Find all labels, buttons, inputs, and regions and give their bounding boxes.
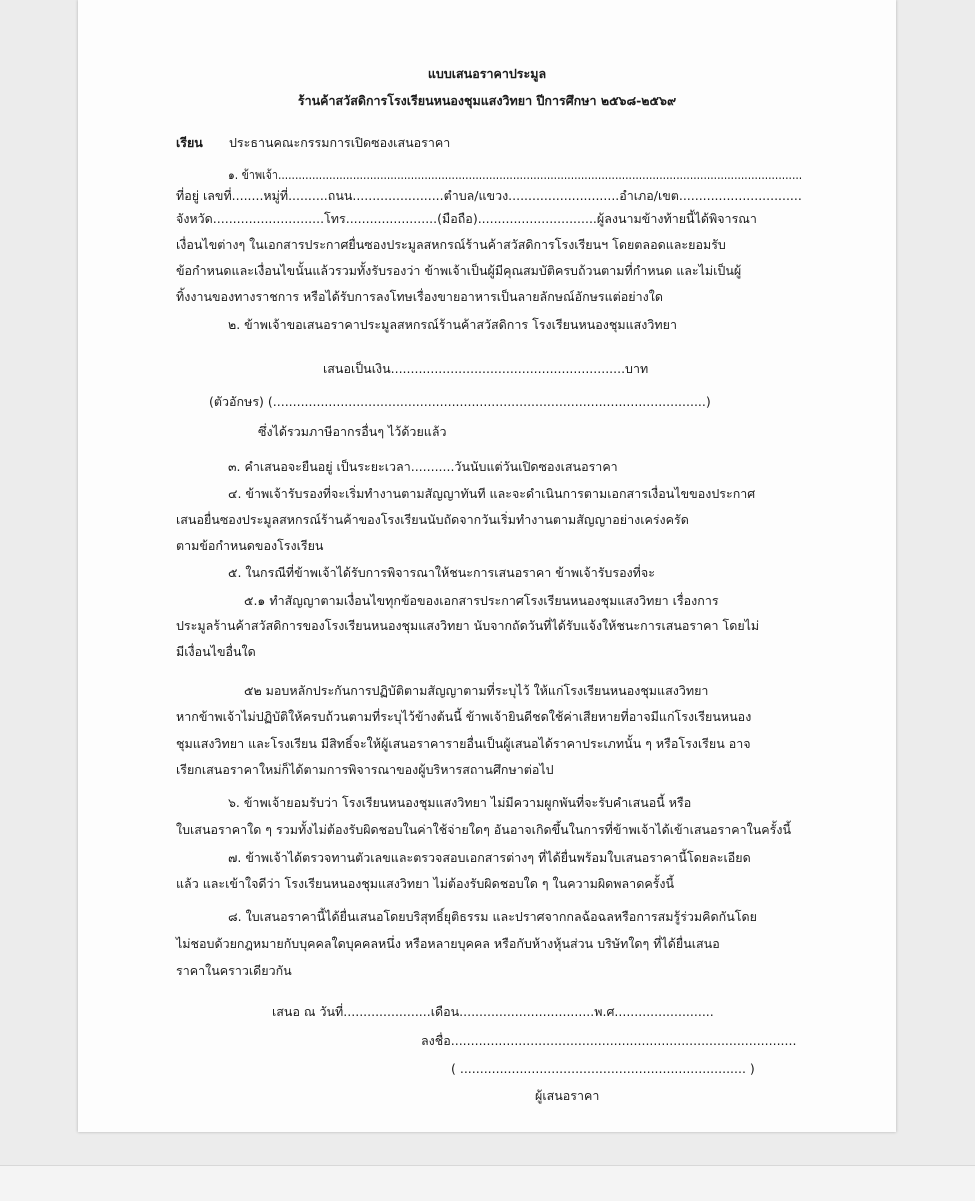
tax-included-line: ซึ่งได้รวมภาษีอากรอื่นๆ ไว้ด้วยแล้ว: [258, 424, 447, 439]
item-4-line: ๔. ข้าพเจ้ารับรองที่จะเริ่มทำงานตามสัญญาทันที และจะดำเนินการตามเอกสารเงื่อนไขของประกาศ: [228, 486, 756, 501]
item-3-line: ๓. คำเสนอจะยืนอยู่ เป็นระยะเวลา...........วันนับแต่วันเปิดซองเสนอราคา: [228, 459, 618, 474]
salutation-recipient: ประธานคณะกรรมการเปิดซองเสนอราคา: [229, 135, 451, 150]
item-5-2-line: ๕๒ มอบหลักประกันการปฏิบัติตามสัญญาตามที่ระบุไว้ ให้แก่โรงเรียนหนองชุมแสงวิทยา: [244, 683, 709, 698]
item-5-line: ๕. ในกรณีที่ข้าพเจ้าได้รับการพิจารณาให้ชนะการเสนอราคา ข้าพเจ้ารับรองที่จะ: [228, 565, 655, 580]
form-title: แบบเสนอราคาประมูล: [427, 66, 547, 81]
item-6-line: ๖. ข้าพเจ้ายอมรับว่า โรงเรียนหนองชุมแสงวิทยา ไม่มีความผูกพันที่จะรับคำเสนอนี้ หรือ: [228, 795, 692, 810]
printed-name-line: ( ........................................................................ ): [451, 1061, 755, 1076]
body-text-line: ประมูลร้านค้าสวัสดิการของโรงเรียนหนองชุมแสงวิทยา นับจากถัดวันที่ได้รับแจ้งให้ชนะการเสนอราคา โดยไม่: [176, 618, 760, 633]
submission-date-line: เสนอ ณ วันที่......................เดือน..................................พ.ศ.........................: [272, 1004, 714, 1019]
body-text-line: ทิ้งงานของทางราชการ หรือได้รับการลงโทษเรื่องขายอาหารเป็นลายลักษณ์อักษรแต่อย่างใด: [176, 289, 663, 304]
viewer-bottom-bar: [0, 1165, 975, 1201]
body-text-line: เสนอยื่นซองประมูลสหกรณ์ร้านค้าของโรงเรียนนับถัดจากวันเริ่มทำงานตามสัญญาอย่างเคร่งครัด: [176, 512, 689, 527]
item-1-name-line: ๑. ข้าพเจ้า..........................................................................................................................................................: [228, 167, 803, 182]
form-subtitle: ร้านค้าสวัสดิการโรงเรียนหนองชุมแสงวิทยา ปีการศึกษา ๒๕๖๘-๒๕๖๙: [297, 93, 677, 108]
item-8-line: ๘. ใบเสนอราคานี้ได้ยื่นเสนอโดยบริสุทธิ์ยุติธรรม และปราศจากกลฉ้อฉลหรือการสมรู้ร่วมคิดกันโดย: [228, 909, 757, 924]
item-7-line: ๗. ข้าพเจ้าได้ตรวจทานตัวเลขและตรวจสอบเอกสารต่างๆ ที่ได้ยื่นพร้อมใบเสนอราคานี้โดยละเอียด: [228, 850, 751, 865]
bid-amount-words-line: (ตัวอักษร) (.............................................................................................................): [209, 394, 711, 409]
salutation-label: เรียน: [176, 135, 203, 150]
signature-line: ลงชื่อ.......................................................................................: [421, 1033, 797, 1048]
body-text-line: เรียกเสนอราคาใหม่ก็ได้ตามการพิจารณาของผู้บริหารสถานศึกษาต่อไป: [176, 762, 554, 777]
body-text-line: ราคาในคราวเดียวกัน: [176, 963, 292, 978]
item-5-1-line: ๕.๑ ทำสัญญาตามเงื่อนไขทุกข้อของเอกสารประกาศโรงเรียนหนองชุมแสงวิทยา เรื่องการ: [244, 593, 719, 608]
item-2-line: ๒. ข้าพเจ้าขอเสนอราคาประมูลสหกรณ์ร้านค้าสวัสดิการ โรงเรียนหนองชุมแสงวิทยา: [228, 317, 677, 332]
body-text-line: ข้อกำหนดและเงื่อนไขนั้นแล้วรวมทั้งรับรองว่า ข้าพเจ้าเป็นผู้มีคุณสมบัติครบถ้วนตามที่กำหนด และไม่เป็นผู้: [176, 263, 742, 278]
body-text-line: แล้ว และเข้าใจดีว่า โรงเรียนหนองชุมแสงวิทยา ไม่ต้องรับผิดชอบใด ๆ ในความผิดพลาดครั้งนี้: [176, 876, 675, 891]
body-text-line: ใบเสนอราคาใด ๆ รวมทั้งไม่ต้องรับผิดชอบในค่าใช้จ่ายใดๆ อันอาจเกิดขึ้นในการที่ข้าพเจ้าได้เข้าเสนอราคาในครั้งนี้: [176, 822, 792, 837]
body-text-line: หากข้าพเจ้าไม่ปฏิบัติให้ครบถ้วนตามที่ระบุไว้ข้างต้นนี้ ข้าพเจ้ายินดีชดใช้ค่าเสียหายที่อาจมีแก่โรงเรียนหนอง: [176, 709, 752, 724]
body-text-line: ตามข้อกำหนดของโรงเรียน: [176, 538, 324, 553]
signer-title: ผู้เสนอราคา: [535, 1088, 600, 1103]
body-text-line: เงื่อนไขต่างๆ ในเอกสารประกาศยื่นซองประมูลสหกรณ์ร้านค้าสวัสดิการโรงเรียนฯ โดยตลอดและยอมรับ: [176, 237, 726, 252]
bid-amount-line: เสนอเป็นเงิน...........................................................บาท: [323, 361, 649, 376]
body-text-line: มีเงื่อนไขอื่นใด: [176, 644, 256, 659]
address-line: ที่อยู่ เลขที่........หมู่ที่..........ถนน.......................ตำบล/แขวง............................อำเภอ/เขต...............................: [176, 188, 802, 203]
body-text-line: ไม่ชอบด้วยกฎหมายกับบุคคลใดบุคคลหนึ่ง หรือหลายบุคคล หรือกับห้างหุ้นส่วน บริษัทใดๆ ที่ได้ยื่นเสนอ: [176, 936, 720, 951]
province-phone-line: จังหวัด............................โทร.......................(มือถือ)..............................ผู้ลงนามข้างท้ายนี้ได้พิจารณา: [176, 211, 757, 226]
body-text-line: ชุมแสงวิทยา และโรงเรียน มีสิทธิ์จะให้ผู้เสนอราคารายอื่นเป็นผู้เสนอได้ราคาประเภทนั้น ๆ หรือโรงเรียน อาจ: [176, 736, 751, 751]
